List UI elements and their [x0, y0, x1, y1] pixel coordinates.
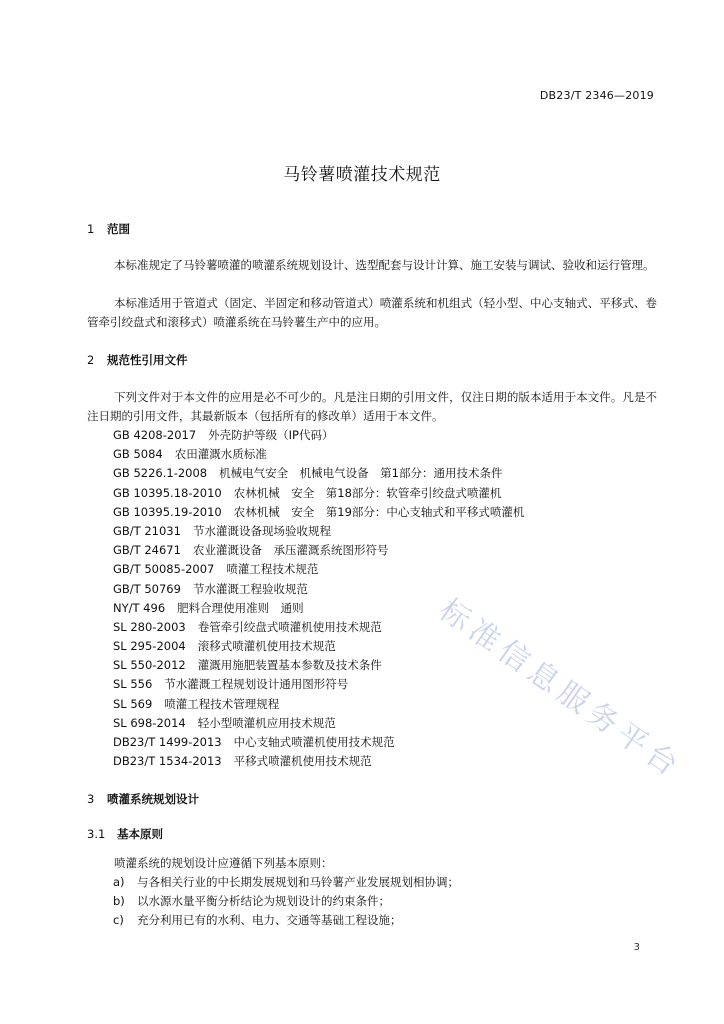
paragraph-scope-1: 本标准规定了马铃薯喷灌的喷灌系统规划设计、选型配套与设计计算、施工安装与调试、验收和运行管理。	[114, 258, 655, 272]
section-number: 3	[87, 792, 95, 806]
reference-item	[113, 484, 524, 503]
principle-list	[113, 873, 459, 930]
reference-item	[113, 580, 524, 599]
reference-item	[113, 637, 524, 656]
reference-code: NY/T 496	[113, 600, 166, 615]
reference-item	[113, 541, 524, 560]
reference-title: 农林机械 安全 第19部分：中心支轴式和平移式喷灌机	[233, 504, 525, 519]
reference-code: SL 569	[113, 696, 153, 711]
reference-code: DB23/T 1534-2013	[113, 754, 222, 769]
reference-item	[113, 656, 524, 675]
list-text: 充分利用已有的水利、电力、交通等基础工程设施；	[137, 913, 402, 927]
subsection-heading-basic-principles	[87, 826, 163, 842]
reference-item	[113, 503, 524, 522]
reference-title: 喷灌工程技术管理规程	[164, 696, 280, 711]
list-text: 以水源水量平衡分析结论为规划设计的约束条件；	[137, 894, 390, 908]
reference-code: GB/T 24671	[113, 543, 181, 558]
reference-item	[113, 618, 524, 637]
reference-item	[113, 445, 524, 464]
paragraph-principles-intro: 喷灌系统的规划设计应遵循下列基本原则：	[114, 856, 333, 870]
reference-code: SL 698-2014	[113, 715, 186, 730]
reference-title: 平移式喷灌机使用技术规范	[233, 754, 372, 769]
section-heading-scope	[87, 221, 130, 237]
reference-title: 滚移式喷灌机使用技术规范	[197, 639, 336, 654]
reference-title: 节水灌溉工程验收规范	[192, 581, 308, 596]
reference-item	[113, 695, 524, 714]
subsection-title: 基本原则	[117, 827, 163, 841]
list-item	[113, 873, 459, 892]
reference-title: 喷灌工程技术规范	[226, 562, 319, 577]
reference-code: SL 556	[113, 677, 153, 692]
reference-item	[113, 714, 524, 733]
reference-code: GB 10395.18-2010	[113, 485, 222, 500]
reference-title: 农林机械 安全 第18部分：软管牵引绞盘式喷灌机	[233, 485, 502, 500]
reference-title: 灌溉用施肥装置基本参数及技术条件	[197, 658, 382, 673]
reference-item	[113, 560, 524, 579]
reference-code: GB/T 21031	[113, 523, 181, 538]
paragraph-scope-2: 本标准适用于管道式（固定、半固定和移动管道式）喷灌系统和机组式（轻小型、中心支轴式、平移式、卷管牵引绞盘式和滚移式）喷灌系统在马铃薯生产中的应用。	[87, 296, 657, 329]
watermark-text: 标准信息服务平台	[432, 592, 689, 787]
reference-item	[113, 752, 524, 771]
list-marker: a)	[113, 875, 125, 889]
document-number: DB23/T 2346—2019	[539, 89, 654, 102]
section-number: 2	[87, 353, 95, 367]
reference-item	[113, 464, 524, 483]
reference-title: 肥料合理使用准则 通则	[177, 600, 304, 615]
reference-item	[113, 599, 524, 618]
section-number: 1	[87, 222, 95, 236]
section-heading-planning-design	[87, 791, 199, 807]
reference-code: SL 280-2003	[113, 619, 186, 634]
reference-code: GB 4208-2017	[113, 428, 197, 442]
reference-code: GB 10395.19-2010	[113, 504, 222, 519]
section-title: 范围	[107, 222, 130, 236]
page-number: 3	[633, 942, 640, 953]
reference-title: 外壳防护等级（IP代码）	[208, 428, 334, 442]
section-title: 喷灌系统规划设计	[107, 792, 199, 806]
reference-code: GB/T 50769	[113, 581, 181, 596]
section-heading-normative-references	[87, 352, 188, 368]
paragraph-references-intro: 下列文件对于本文件的应用是必不可少的。凡是注日期的引用文件，仅注日期的版本适用于本文件。凡是不注日期的引用文件，其最新版本（包括所有的修改单）适用于本文件。	[87, 390, 657, 423]
document-title: 马铃薯喷灌技术规范	[283, 165, 441, 185]
reference-title: 农业灌溉设备 承压灌溉系统图形符号	[192, 543, 389, 558]
reference-item	[113, 522, 524, 541]
reference-item	[113, 733, 524, 752]
reference-code: GB 5084	[113, 447, 163, 462]
reference-code: GB/T 50085-2007	[113, 562, 215, 577]
reference-code: DB23/T 1499-2013	[113, 735, 222, 749]
list-item	[113, 892, 459, 911]
reference-item	[113, 426, 524, 445]
reference-title: 卷管牵引绞盘式喷灌机使用技术规范	[197, 619, 382, 634]
section-title: 规范性引用文件	[107, 353, 188, 367]
reference-list	[113, 426, 524, 771]
reference-title: 中心支轴式喷灌机使用技术规范	[233, 735, 395, 749]
reference-title: 农田灌溉水质标准	[174, 447, 267, 462]
reference-code: GB 5226.1-2008	[113, 466, 208, 481]
subsection-number: 3.1	[87, 827, 106, 841]
list-marker: c)	[113, 913, 124, 927]
reference-item	[113, 675, 524, 694]
reference-title: 节水灌溉设备现场验收规程	[192, 523, 331, 538]
list-marker: b)	[113, 894, 125, 908]
reference-title: 轻小型喷灌机应用技术规范	[197, 715, 336, 730]
reference-title: 节水灌溉工程规划设计通用图形符号	[164, 677, 349, 692]
list-text: 与各相关行业的中长期发展规划和马铃薯产业发展规划相协调；	[137, 875, 459, 889]
list-item	[113, 911, 459, 930]
reference-code: SL 550-2012	[113, 658, 186, 673]
reference-code: SL 295-2004	[113, 639, 186, 654]
reference-title: 机械电气安全 机械电气设备 第1部分：通用技术条件	[219, 466, 503, 481]
